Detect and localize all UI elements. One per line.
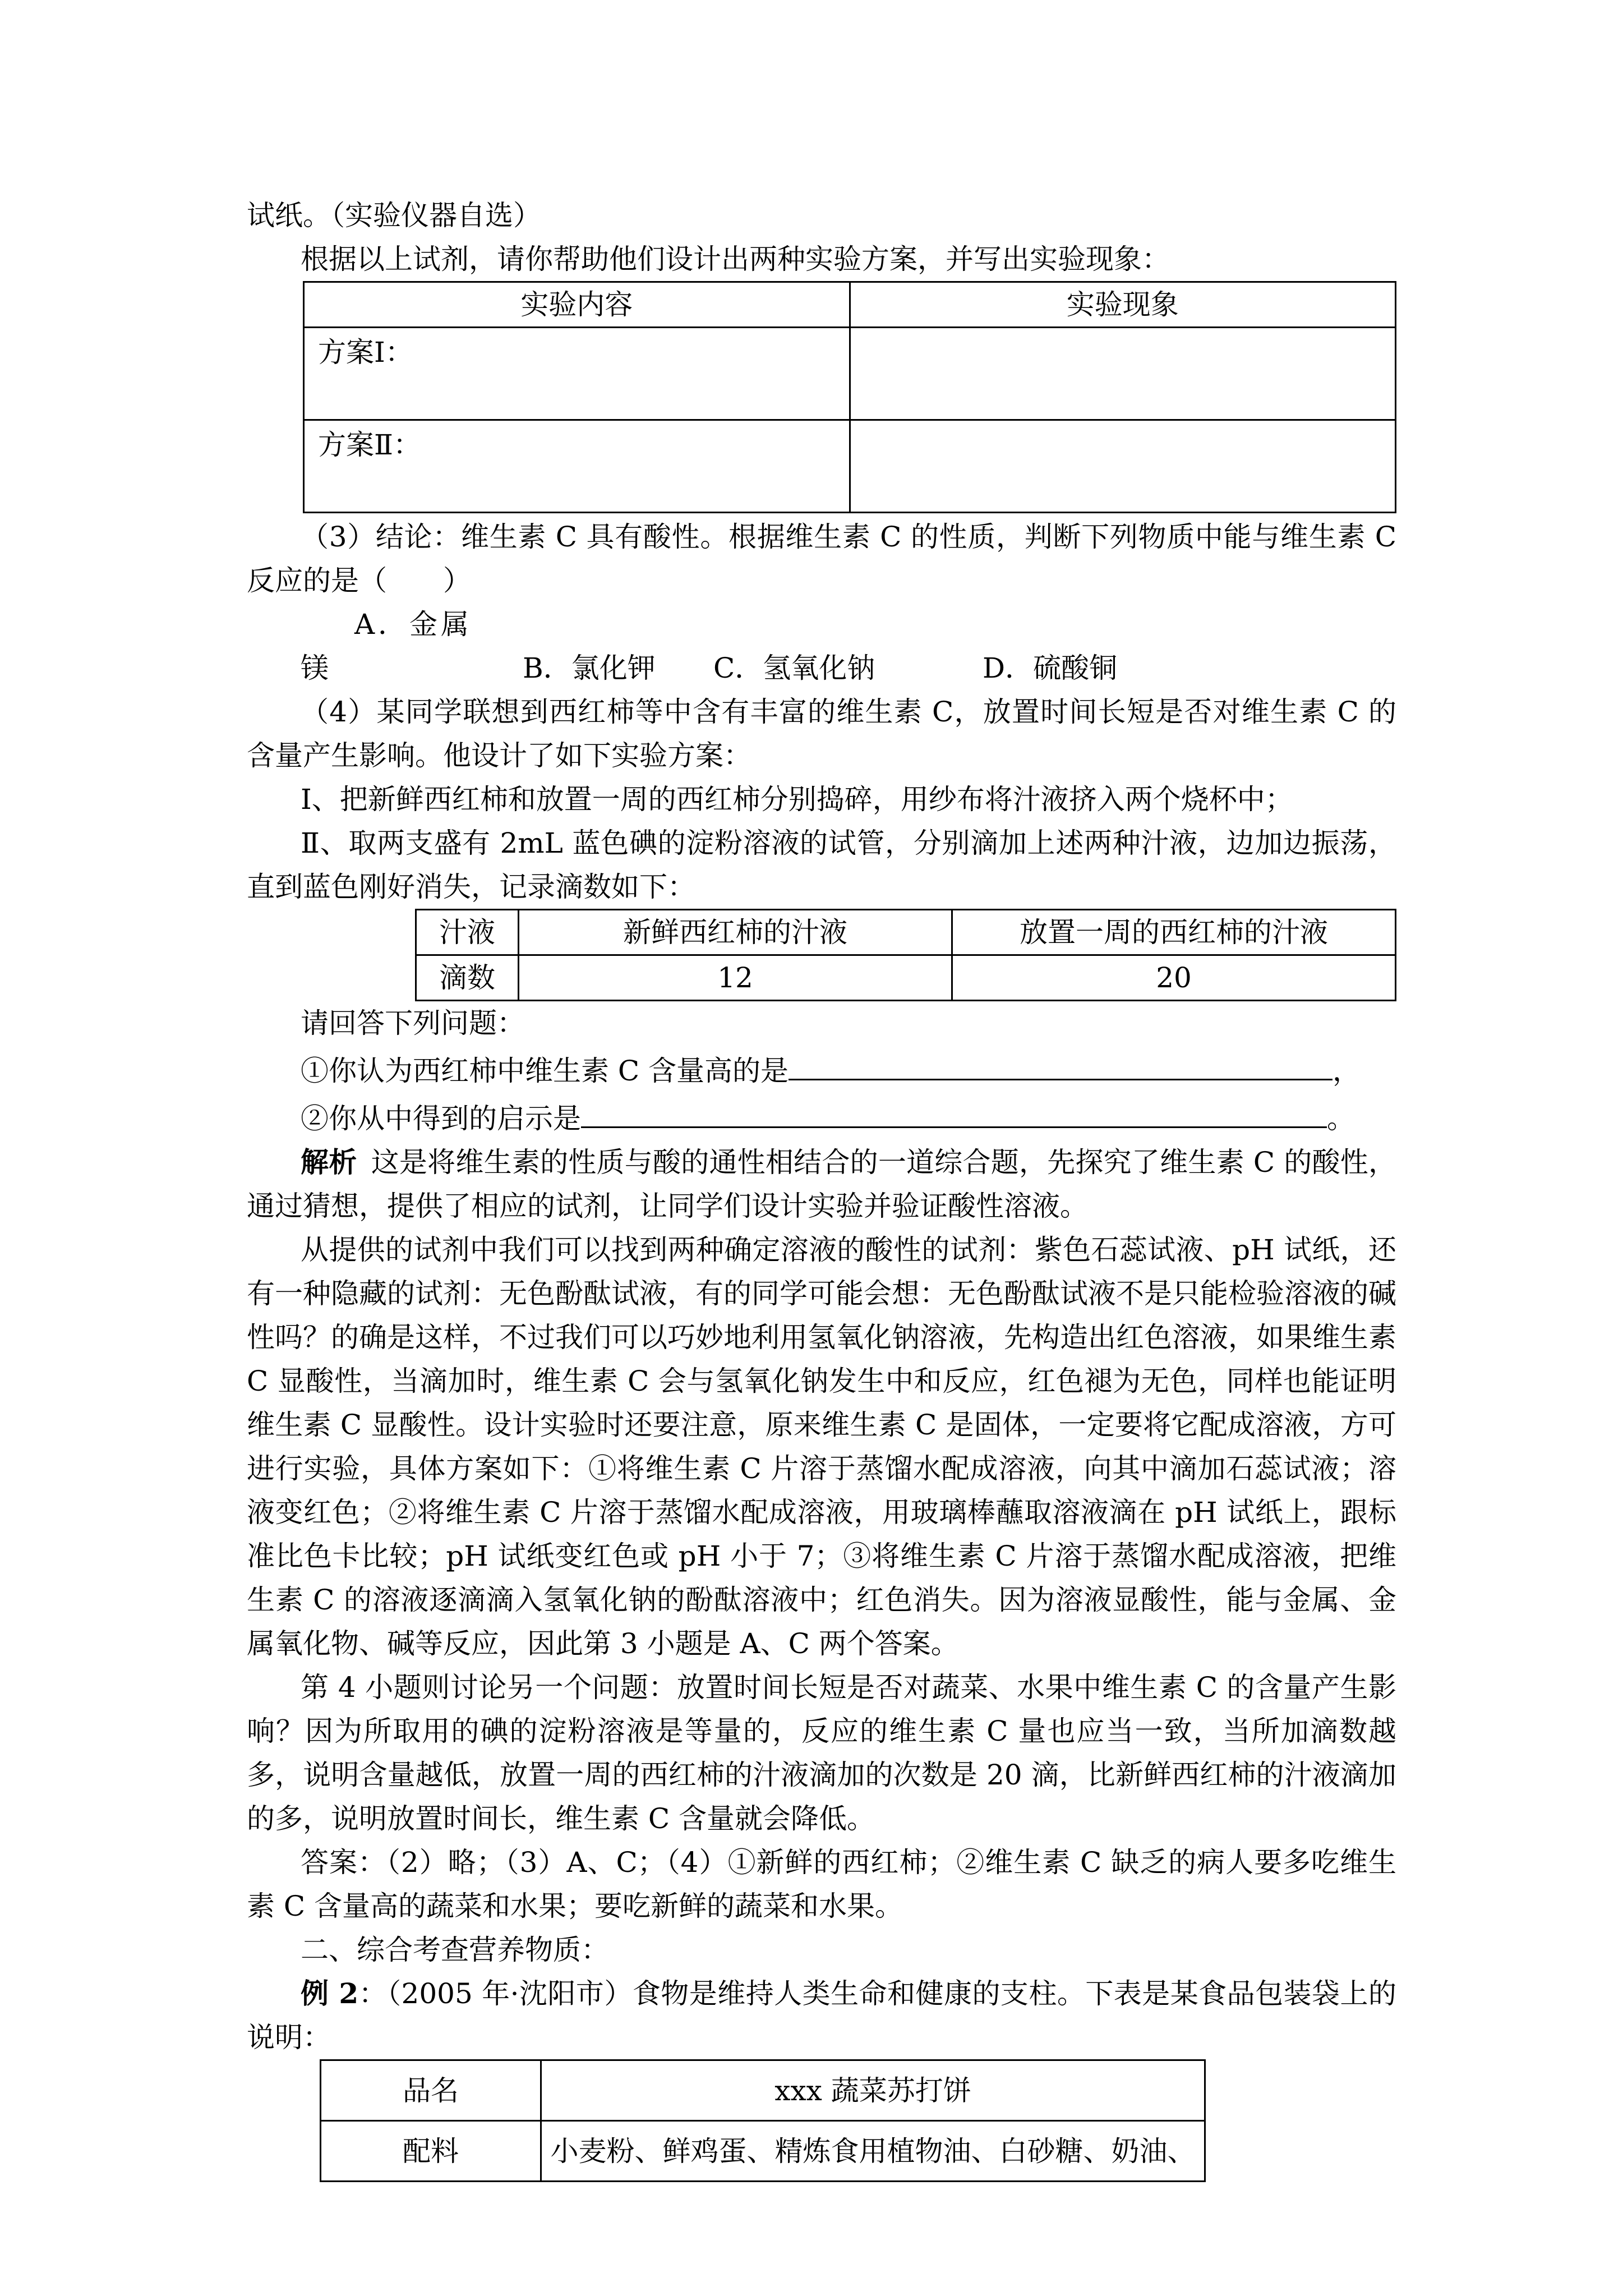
- answer-blank-1[interactable]: [789, 1045, 1332, 1080]
- section-heading-2: 二、综合考查营养物质：: [301, 1934, 609, 1966]
- product-name-value: xxx 蔬菜苏打饼: [541, 2060, 1205, 2121]
- fresh-drops-value: 12: [519, 955, 952, 1001]
- analysis-paragraph-1: [247, 1140, 1396, 1228]
- answer-blank-2[interactable]: [581, 1093, 1327, 1128]
- example-2: [247, 1972, 1396, 2059]
- ask-question-2-text: ②你从中得到的启示是: [301, 1102, 581, 1135]
- ask-question-1-end: ，: [1332, 1055, 1361, 1087]
- table-row: [321, 2060, 1205, 2121]
- paragraph-design-prompt: 根据以上试剂，请你帮助他们设计出两种实验方案，并写出实验现象：: [301, 243, 1170, 275]
- result-1-cell: [850, 328, 1396, 420]
- analysis-text-1: 这是将维生素的性质与酸的通性相结合的一道综合题，先探究了维生素 C 的酸性，通过猜想，提供了相应的试剂，让同学们设计实验并验证酸性溶液。: [247, 1146, 1397, 1222]
- table-row: [304, 420, 1396, 513]
- drop-count-table: [415, 909, 1396, 1001]
- juice-label-cell: 汁液: [416, 910, 519, 955]
- experiment-plan-table: [303, 281, 1396, 513]
- plan-2-cell: 方案Ⅱ：: [304, 420, 850, 513]
- option-d: D．硫酸铜: [983, 652, 1118, 684]
- analysis-label: 解析: [301, 1145, 357, 1179]
- step-2: Ⅱ、取两支盛有 2mL 蓝色碘的淀粉溶液的试管，分别滴加上述两种汁液，边加边振荡，直到蓝色刚好消失，记录滴数如下：: [247, 827, 1396, 903]
- option-b: B．氯化钾: [523, 652, 656, 684]
- header-experiment-result: 实验现象: [850, 282, 1396, 328]
- week-drops-value: 20: [952, 955, 1396, 1001]
- table-row: [321, 2121, 1205, 2182]
- answer-paragraph: 答案：（2）略；（3）A、C；（4）①新鲜的西红柿；②维生素 C 缺乏的病人要多吃维生素 C 含量高的蔬菜和水果；要吃新鲜的蔬菜和水果。: [247, 1846, 1396, 1922]
- ingredients-value: 小麦粉、鲜鸡蛋、精炼食用植物油、白砂糖、奶油、: [541, 2121, 1205, 2182]
- paragraph-reagents-tail: 试纸。（实验仪器自选）: [247, 199, 541, 232]
- header-experiment-content: 实验内容: [304, 282, 850, 328]
- answer-options: [247, 602, 1396, 690]
- result-2-cell: [850, 420, 1396, 513]
- food-label-table: [320, 2059, 1206, 2182]
- analysis-paragraph-3: 第 4 小题则讨论另一个问题：放置时间长短是否对蔬菜、水果中维生素 C 的含量产生影响？因为所取用的碘的淀粉溶液是等量的，反应的维生素 C 量也应当一致，当所加滴数越多，说明含量越低，放置一周的西红柿的汁液滴加的次数是 20 滴，比新鲜西红柿的汁液滴加的多，说明放置时间长，维生素 C 含量就会降低。: [247, 1671, 1396, 1835]
- analysis-paragraph-2: 从提供的试剂中我们可以找到两种确定溶液的酸性的试剂：紫色石蕊试液、pH 试纸，还有一种隐藏的试剂：无色酚酞试液，有的同学可能会想：无色酚酞试液不是只能检验溶液的碱性吗？的确是这样，不过我们可以巧妙地利用氢氧化钠溶液，先构造出红色溶液，如果维生素 C 显酸性，当滴加时，维生素 C 会与氢氧化钠发生中和反应，红色褪为无色，同样也能证明维生素 C 显酸性。设计实验时还要注意，原来维生素 C 是固体，一定要将它配成溶液，方可进行实验，具体方案如下：①将维生素 C 片溶于蒸馏水配成溶液，向其中滴加石蕊试液；溶液变红色；②将维生素 C 片溶于蒸馏水配成溶液，用玻璃棒蘸取溶液滴在 pH 试纸上，跟标准比色卡比较；pH 试纸变红色或 pH 小于 7；③将维生素 C 片溶于蒸馏水配成溶液，把维生素 C 的溶液逐滴滴入氢氧化钠的酚酞溶液中；红色消失。因为溶液显酸性，能与金属、金属氧化物、碱等反应，因此第 3 小题是 A、C 两个答案。: [247, 1234, 1396, 1660]
- example-2-label: 例 2: [301, 1977, 359, 2010]
- product-name-label: 品名: [321, 2060, 541, 2121]
- week-juice-header: 放置一周的西红柿的汁液: [952, 910, 1396, 955]
- ask-question-1: [247, 1045, 1396, 1093]
- table-header-row: [304, 282, 1396, 328]
- ingredients-label: 配料: [321, 2121, 541, 2182]
- fresh-juice-header: 新鲜西红柿的汁液: [519, 910, 952, 955]
- step-1: Ⅰ、把新鲜西红柿和放置一周的西红柿分别捣碎，用纱布将汁液挤入两个烧杯中；: [301, 783, 1293, 816]
- document-page: [247, 194, 1396, 2182]
- drops-label-cell: 滴数: [416, 955, 519, 1001]
- table-row: [416, 910, 1396, 955]
- table-row: [304, 328, 1396, 420]
- ask-question-1-text: ①你认为西红柿中维生素 C 含量高的是: [301, 1055, 789, 1087]
- example-2-text: ：（2005 年·沈阳市）食物是维持人类生命和健康的支柱。下表是某食品包装袋上的说明：: [247, 1977, 1396, 2054]
- question-4: （4）某同学联想到西红柿等中含有丰富的维生素 C，放置时间长短是否对维生素 C 的含量产生影响。他设计了如下实验方案：: [247, 696, 1396, 772]
- ask-question-2: [247, 1093, 1396, 1140]
- ask-intro: 请回答下列问题：: [301, 1007, 525, 1039]
- option-c: C．氢氧化钠: [713, 652, 875, 684]
- table-row: [416, 955, 1396, 1001]
- plan-1-cell: 方案Ⅰ：: [304, 328, 850, 420]
- ask-question-2-end: 。: [1327, 1102, 1355, 1135]
- question-3: （3）结论：维生素 C 具有酸性。根据维生素 C 的性质，判断下列物质中能与维生素 C 反应的是（ ）: [247, 521, 1396, 597]
- option-a: A．金属镁: [301, 608, 469, 684]
